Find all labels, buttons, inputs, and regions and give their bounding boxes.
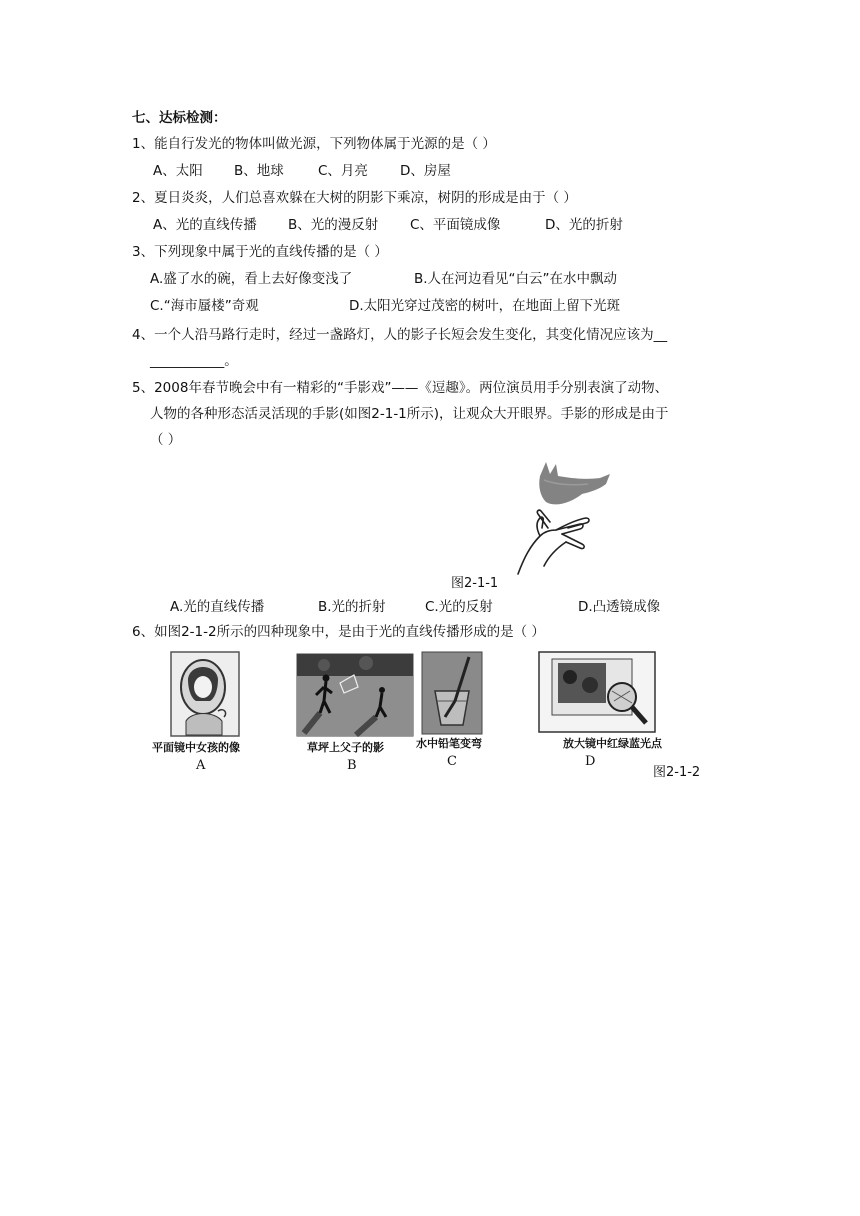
- section-title: 七、达标检测：: [132, 110, 227, 126]
- question-5-stem-cont: 人物的各种形态活灵活现的手影(如图2-1-1所示)，让观众大开眼界。手影的形成是由于: [150, 406, 669, 422]
- q3-option-d: D.太阳光穿过茂密的树叶，在地面上留下光斑: [349, 298, 621, 314]
- q5-option-b: B.光的折射: [318, 599, 386, 615]
- q1-option-b: B、地球: [234, 163, 284, 179]
- panel-a-mirror-girl-image: [170, 651, 240, 737]
- question-1-stem: 1、能自行发光的物体叫做光源，下列物体属于光源的是（ ）: [132, 136, 496, 152]
- panel-a-letter: A: [196, 758, 206, 773]
- q1-option-c: C、月亮: [318, 163, 368, 179]
- q1-option-a: A、太阳: [153, 163, 203, 179]
- q5-option-a: A.光的直线传播: [170, 599, 265, 615]
- panel-a-caption: 平面镜中女孩的像: [152, 741, 240, 754]
- shadow-image: [539, 462, 610, 504]
- question-6-stem: 6、如图2-1-2所示的四种现象中，是由于光的直线传播形成的是（ ）: [132, 624, 545, 640]
- q1-option-d: D、房屋: [400, 163, 451, 179]
- figure-2-1-2-caption: 图2-1-2: [653, 765, 701, 780]
- q2-option-b: B、光的漫反射: [288, 217, 379, 233]
- q2-option-a: A、光的直线传播: [153, 217, 257, 233]
- question-5-answer-paren: （ ）: [150, 432, 182, 448]
- panel-d-caption: 放大镜中红绿蓝光点: [563, 737, 662, 750]
- q2-option-d: D、光的折射: [545, 217, 623, 233]
- question-2-stem: 2、夏日炎炎，人们总喜欢躲在大树的阴影下乘凉，树阴的形成是由于（ ）: [132, 190, 577, 206]
- question-3-stem: 3、下列现象中属于光的直线传播的是（ ）: [132, 244, 388, 260]
- q2-option-c: C、平面镜成像: [410, 217, 501, 233]
- question-5-stem: 5、2008年春节晚会中有一精彩的“手影戏”——《逗趣》。两位演员用手分别表演了动物、: [132, 380, 669, 396]
- question-4-stem: 4、一个人沿马路行走时，经过一盏路灯，人的影子长短会发生变化，其变化情况应该为__: [132, 327, 668, 343]
- question-4-blank: ___________。: [150, 353, 238, 369]
- q3-option-b: B.人在河边看见“白云”在水中飘动: [414, 271, 618, 287]
- q5-option-c: C.光的反射: [425, 599, 493, 615]
- panel-b-letter: B: [347, 758, 357, 773]
- panel-b-caption: 草坪上父子的影: [307, 741, 384, 754]
- panel-d-magnifier-image: [538, 651, 656, 733]
- hand-outline: [518, 510, 589, 574]
- panel-c-caption: 水中铅笔变弯: [416, 737, 482, 750]
- hand-shadow-figure: [510, 458, 620, 578]
- figure-2-1-1-caption: 图2-1-1: [451, 576, 499, 591]
- panel-c-letter: C: [447, 754, 457, 769]
- panel-b-shadow-image: [296, 653, 414, 737]
- panel-c-pencil-water-image: [421, 651, 483, 735]
- q3-option-a: A.盛了水的碗，看上去好像变浅了: [150, 271, 353, 287]
- q5-option-d: D.凸透镜成像: [578, 599, 661, 615]
- q3-option-c: C.“海市蜃楼”奇观: [150, 298, 259, 314]
- panel-d-letter: D: [585, 754, 596, 769]
